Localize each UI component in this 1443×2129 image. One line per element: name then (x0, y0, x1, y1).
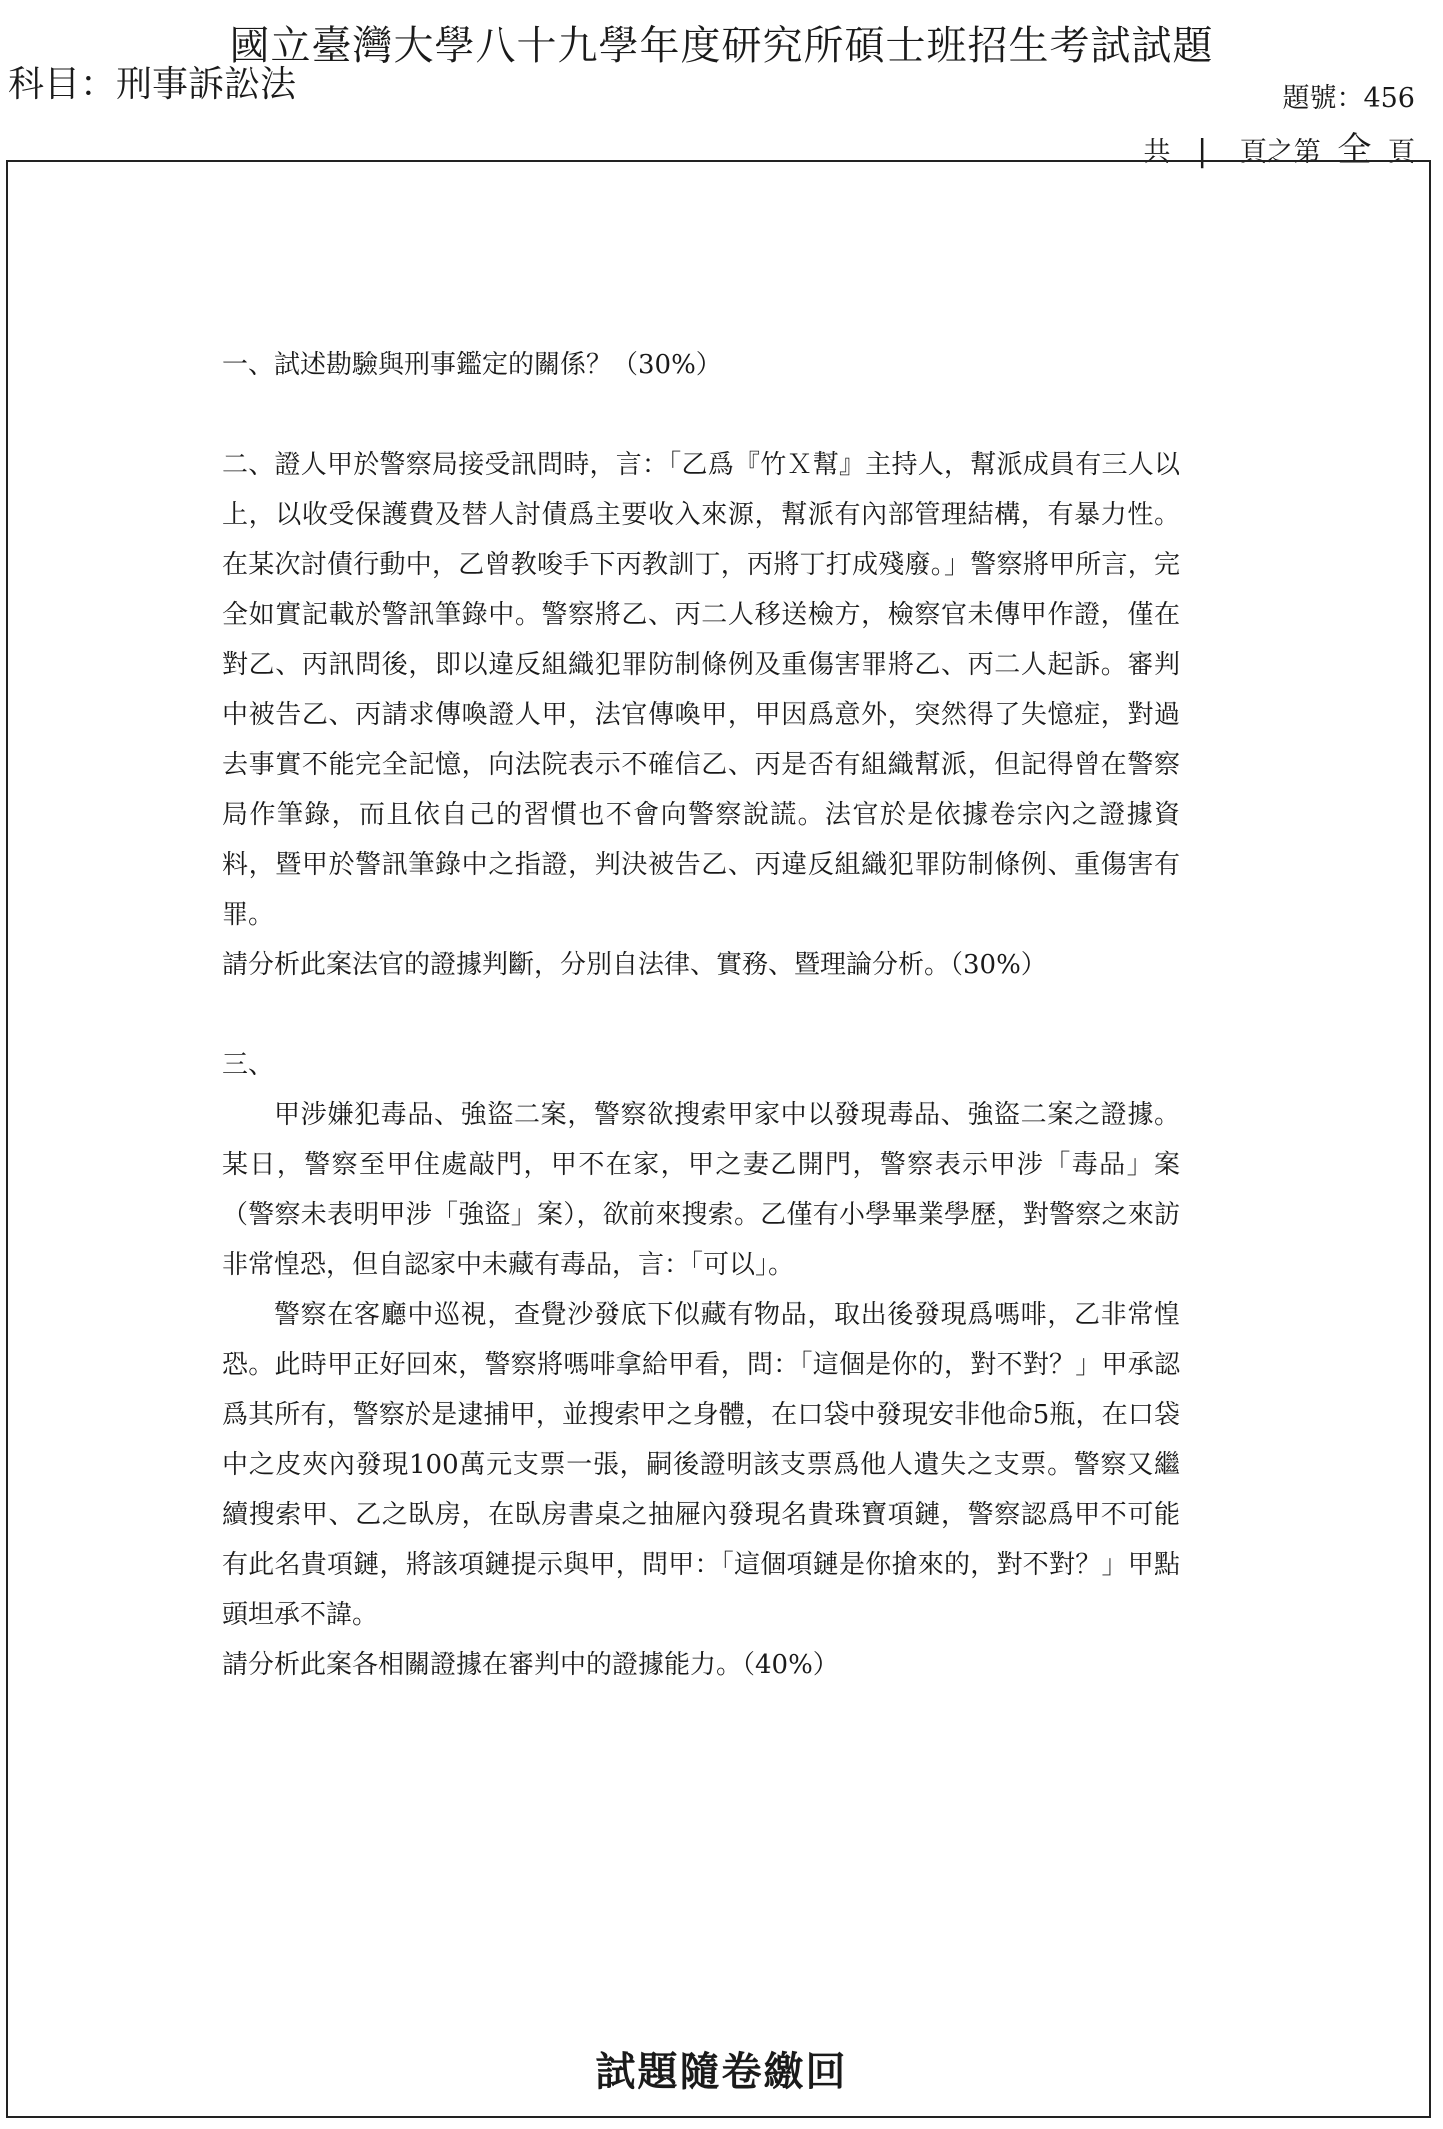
question-2-text: 二、證人甲於警察局接受訊問時，言：「乙爲『竹Ｘ幫』主持人，幫派成員有三人以上，以收受保護費及替人討債爲主要收入來源，幫派有內部管理結構，有暴力性。在某次討債行動中，乙曾教唆手下丙教訓丁，丙將丁打成殘廢。」警察將甲所言，完全如實記載於警訊筆錄中。警察將乙、丙二人移送檢方，檢察官未傳甲作證，僅在對乙、丙訊問後，即以違反組織犯罪防制條例及重傷害罪將乙、丙二人起訴。審判中被告乙、丙請求傳喚證人甲，法官傳喚甲，甲因爲意外，突然得了失憶症，對過去事實不能完全記憶，向法院表示不確信乙、丙是否有組織幫派，但記得曾在警察局作筆錄，而且依自己的習慣也不會向警察說謊。法官於是依據卷宗內之證據資料，暨甲於警訊筆錄中之指證，判決被告乙、丙違反組織犯罪防制條例、重傷害有罪。 (222, 450, 1180, 930)
question-3-ask: 請分析此案各相關證據在審判中的證據能力。（40%） (222, 1650, 839, 1680)
page-total-prefix: 共 (1143, 137, 1171, 168)
page-suffix-label: 頁 (1388, 137, 1415, 168)
question-2-ask: 請分析此案法官的證據判斷，分別自法律、實務、暨理論分析。（30%） (222, 950, 1047, 980)
question-body (222, 340, 1180, 1690)
page-total-handwritten: | (1197, 134, 1208, 169)
question-1: 一、試述勘驗與刑事鑑定的關係？（30%） (222, 350, 722, 380)
question-3-heading: 三、 (222, 1050, 275, 1080)
exam-title: 國立臺灣大學八十九學年度研究所碩士班招生考試試題 (229, 23, 1214, 69)
exam-number: 題號：456 (1282, 83, 1415, 114)
question-3-paragraph-1: 甲涉嫌犯毒品、強盜二案，警察欲搜索甲家中以發現毒品、強盜二案之證據。某日，警察至甲住處敲門，甲不在家，甲之妻乙開門，警察表示甲涉「毒品」案（警察未表明甲涉「強盜」案），欲前來搜索。乙僅有小學畢業學歷，對警察之來訪非常惶恐，但自認家中未藏有毒品，言：「可以」。 (222, 1100, 1180, 1280)
subject-label: 科目：刑事訴訟法 (8, 64, 297, 105)
spacer (222, 390, 1180, 440)
return-exam-note: 試題隨卷繳回 (595, 2048, 848, 2095)
page-current-handwritten: 全 (1337, 130, 1372, 170)
question-3-paragraph-2: 警察在客廳中巡視，查覺沙發底下似藏有物品，取出後發現爲嗎啡，乙非常惶恐。此時甲正好回來，警察將嗎啡拿給甲看，問：「這個是你的，對不對？」甲承認爲其所有，警察於是逮捕甲，並搜索甲之身體，在口袋中發現安非他命5瓶，在口袋中之皮夾內發現100萬元支票一張，嗣後證明該支票爲他人遺失之支票。警察又繼續搜索甲、乙之臥房，在臥房書桌之抽屜內發現名貴珠寶項鏈，警察認爲甲不可能有此名貴項鏈，將該項鏈提示與甲，問甲：「這個項鏈是你搶來的，對不對？」甲點頭坦承不諱。 (222, 1300, 1180, 1630)
page-mid-label: 頁之第 (1239, 137, 1321, 168)
spacer (222, 990, 1180, 1040)
